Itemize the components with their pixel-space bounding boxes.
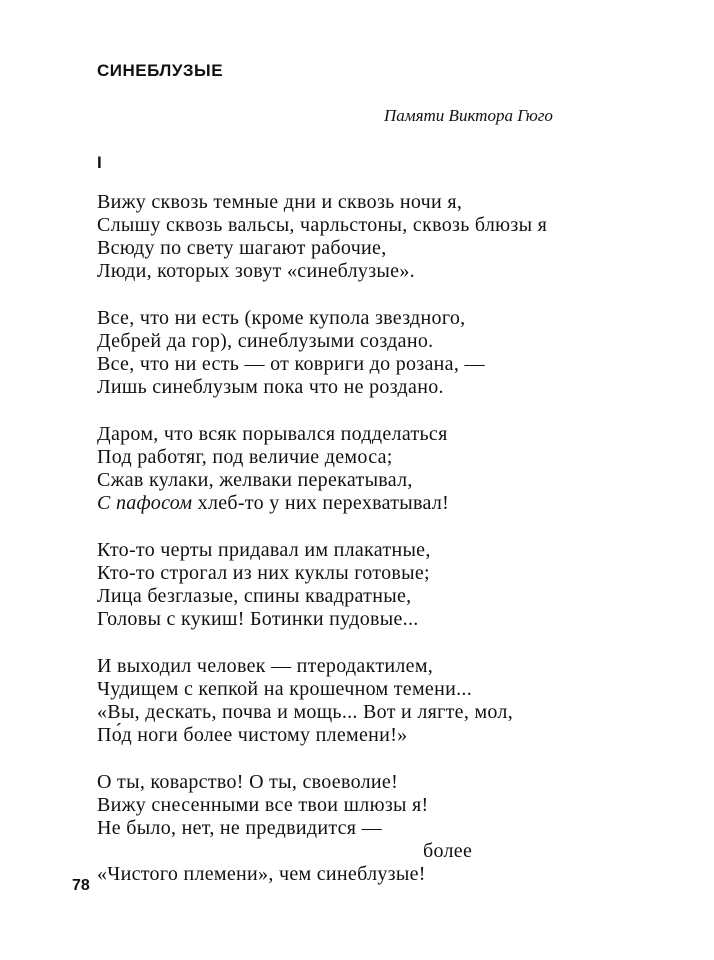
poem-line: Лица безглазые, спины квадратные, xyxy=(97,585,412,607)
poem-line-indented: более xyxy=(423,840,473,862)
poem-line: «Чистого племени», чем синеблузые! xyxy=(97,863,426,885)
poem-line: Дебрей да гор), синеблузыми создано. xyxy=(97,330,434,352)
poem-line: Люди, которых зовут «синеблузые». xyxy=(97,260,415,282)
poem-line: Вижу сквозь темные дни и сквозь ночи я, xyxy=(97,191,463,213)
poem-line: По́д ноги более чистому племени!» xyxy=(97,724,408,746)
poem-body xyxy=(97,191,697,910)
stanza-5 xyxy=(97,655,697,747)
stanza-3 xyxy=(97,423,697,515)
italic-phrase: С пафосом xyxy=(97,492,193,514)
stanza-1 xyxy=(97,191,697,283)
poem-line xyxy=(97,492,697,515)
poem-line: Слышу сквозь вальсы, чарльстоны, сквозь блюзы я xyxy=(97,214,548,236)
poem-line: Кто-то черты придавал им плакатные, xyxy=(97,539,431,561)
stanza-6 xyxy=(97,771,697,886)
section-number: I xyxy=(97,153,102,172)
poem-line: Лишь синеблузым пока что не роздано. xyxy=(97,376,444,398)
poem-line: Сжав кулаки, желваки перекатывал, xyxy=(97,469,413,491)
stanza-4 xyxy=(97,539,697,631)
poem-title: СИНЕБЛУЗЫЕ xyxy=(97,61,224,80)
poem-line: Чудищем с кепкой на крошечном темени... xyxy=(97,678,473,700)
poem-line: Головы с кукиш! Ботинки пудовые... xyxy=(97,608,419,630)
page-number: 78 xyxy=(72,877,90,894)
poem-line: Всюду по свету шагают рабочие, xyxy=(97,237,387,259)
dedication: Памяти Виктора Гюго xyxy=(384,106,553,125)
poem-line: Все, что ни есть — от ковриги до розана, — xyxy=(97,353,485,375)
poem-line: Даром, что всяк порывался подделаться xyxy=(97,423,448,445)
poem-line: О ты, коварство! О ты, своеволие! xyxy=(97,771,399,793)
poem-line: Все, что ни есть (кроме купола звездного, xyxy=(97,307,466,329)
poem-line-rest: хлеб-то у них перехватывал! xyxy=(192,492,450,514)
poem-line: Под работяг, под величие демоса; xyxy=(97,446,393,468)
poem-line: Кто-то строгал из них куклы готовые; xyxy=(97,562,430,584)
poem-line: «Вы, дескать, почва и мощь... Вот и лягте, мол, xyxy=(97,701,514,723)
stanza-2 xyxy=(97,307,697,399)
poem-line: И выходил человек — птеродактилем, xyxy=(97,655,434,677)
poem-line: Не было, нет, не предвидится — xyxy=(97,817,382,839)
poem-line: Вижу снесенными все твои шлюзы я! xyxy=(97,794,429,816)
